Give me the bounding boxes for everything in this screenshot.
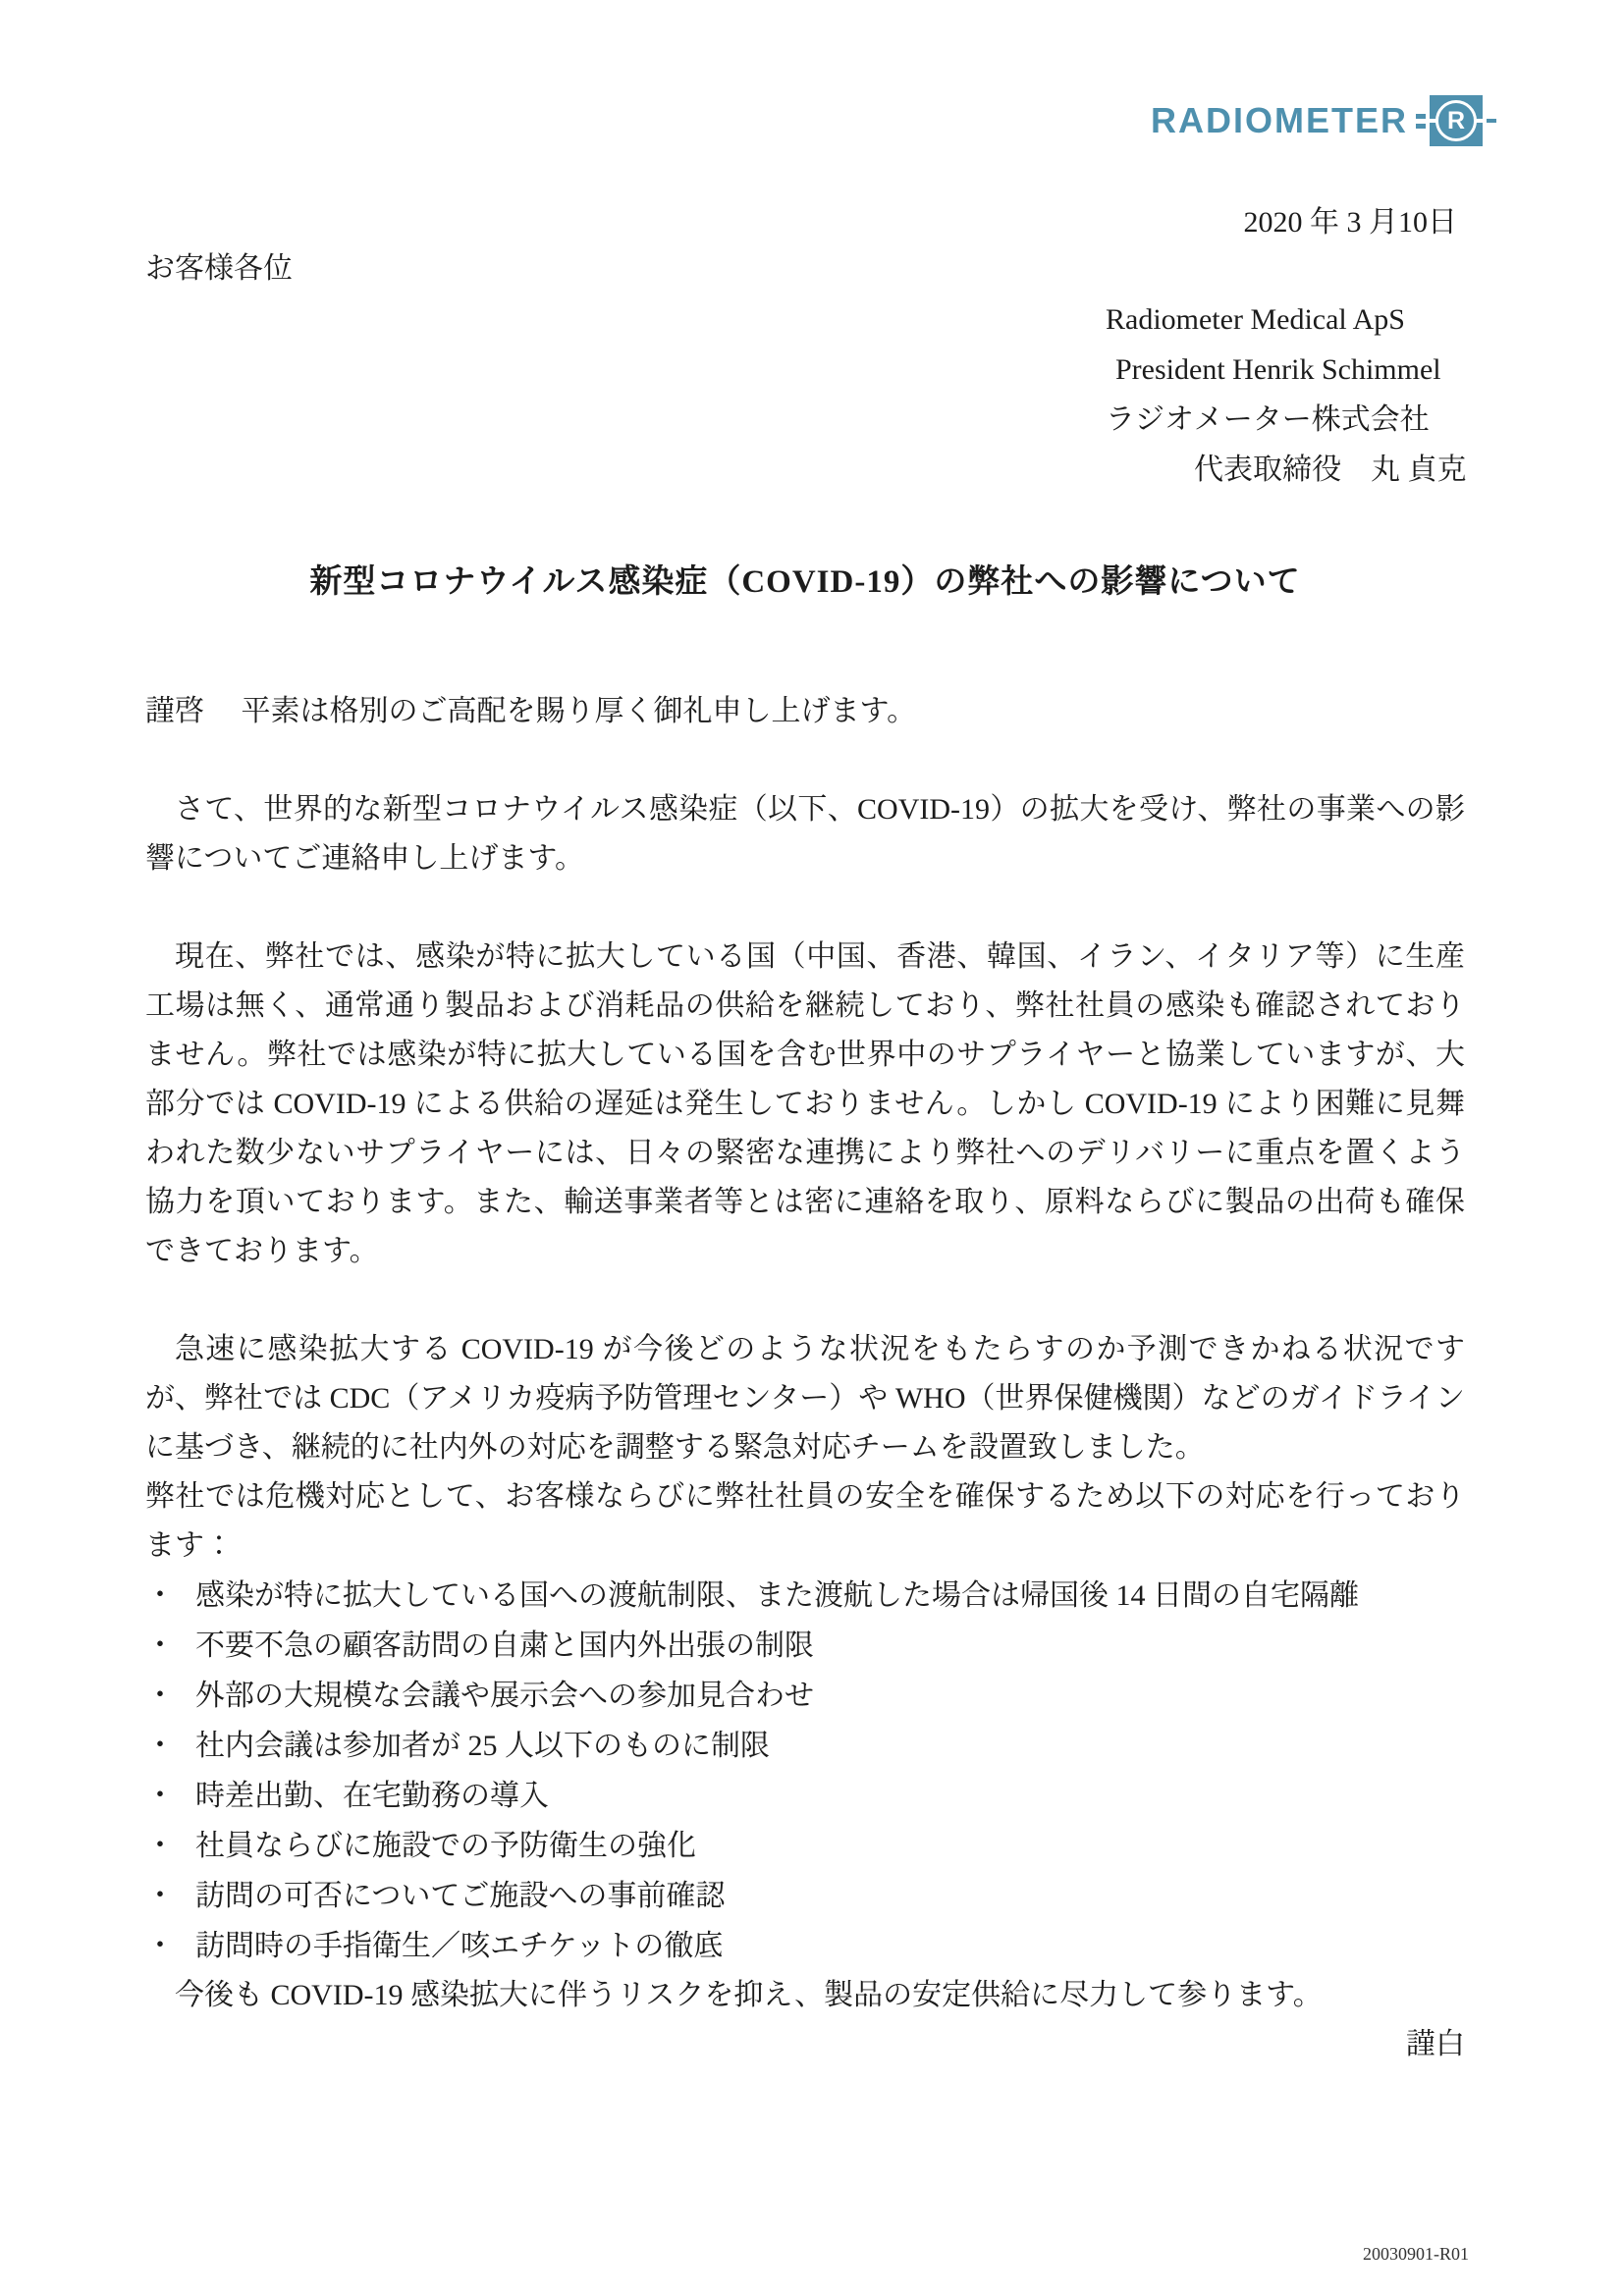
bullet-marker: ・	[145, 1579, 175, 1612]
measures-lead-paragraph: 弊社では危機対応として、お客様ならびに弊社社員の安全を確保するため以下の対応を行っております：	[145, 1480, 1465, 1562]
sender-company-en: Radiometer Medical ApS	[1106, 303, 1405, 336]
greeting-paragraph: 謹啓 平素は格別のご高配を賜り厚く御礼申し上げます。	[145, 695, 917, 727]
recipient: お客様各位	[145, 252, 293, 285]
measures-list	[145, 1571, 1465, 1971]
measure-item	[145, 1721, 1465, 1771]
bullet-marker: ・	[145, 1830, 175, 1862]
measure-text: 不要不急の顧客訪問の自粛と国内外出張の制限	[195, 1629, 814, 1662]
sign-off: 謹白	[1406, 2028, 1465, 2060]
measure-item	[145, 1921, 1465, 1971]
logo-dash-icon	[1487, 119, 1496, 123]
intro-paragraph: さて、世界的な新型コロナウイルス感染症（以下、COVID-19）の拡大を受け、弊社の事業への影響についてご連絡申し上げます。	[145, 793, 1465, 875]
measure-text: 訪問の可否についてご施設への事前確認	[195, 1880, 726, 1912]
measure-text: 時差出勤、在宅勤務の導入	[195, 1780, 549, 1812]
bullet-marker: ・	[145, 1930, 175, 1962]
response-paragraph: 急速に感染拡大する COVID-19 が今後どのような状況をもたらすのか予測できかねる状況ですが、弊社では CDC（アメリカ疫病予防管理センター）や WHO（世界保健機関）などのガイドラインに基づき、継続的に社内外の対応を調整する緊急対応チームを設置致しました。	[145, 1333, 1465, 1464]
measure-item	[145, 1571, 1465, 1621]
bullet-marker: ・	[145, 1880, 175, 1912]
sender-block	[1106, 294, 1467, 495]
sender-representative: 代表取締役 丸 貞克	[1194, 454, 1467, 486]
measure-item	[145, 1821, 1465, 1871]
sender-president: President Henrik Schimmel	[1115, 353, 1441, 386]
bullet-marker: ・	[145, 1730, 175, 1762]
logo-r-letter: R	[1446, 106, 1466, 134]
date-line: 2020 年 3 月10日	[1243, 206, 1457, 239]
letter-body	[145, 687, 1465, 2069]
closing-paragraph: 今後も COVID-19 感染拡大に伴うリスクを抑え、製品の安定供給に尽力して参ります。	[175, 1979, 1323, 2011]
measure-item	[145, 1871, 1465, 1921]
radiometer-logo	[1151, 94, 1496, 147]
measure-text: 外部の大規模な会議や展示会への参加見合わせ	[195, 1680, 814, 1712]
logo-wordmark: RADIOMETER	[1151, 100, 1408, 140]
measure-text: 訪問時の手指衛生／咳エチケットの徹底	[195, 1930, 724, 1962]
status-paragraph: 現在、弊社では、感染が特に拡大している国（中国、香港、韓国、イラン、イタリア等）に生産工場は無く、通常通り製品および消耗品の供給を継続しており、弊社社員の感染も確認されておりません。弊社では感染が特に拡大している国を含む世界中のサプライヤーと協業していますが、大部分では COVID-19 による供給の遅延は発生しておりません。しかし COVID-19 により困難に見舞われた数少ないサプライヤーには、日々の緊密な連携により弊社へのデリバリーに重点を置くよう協力を頂いております。また、輸送事業者等とは密に連絡を取り、原料ならびに製品の出荷も確保できております。	[145, 940, 1465, 1267]
bullet-marker: ・	[145, 1780, 175, 1812]
measure-text: 社員ならびに施設での予防衛生の強化	[195, 1830, 696, 1862]
logo-equals-icon	[1416, 114, 1426, 129]
measure-item	[145, 1621, 1465, 1671]
measure-text: 社内会議は参加者が 25 人以下のものに制限	[195, 1730, 770, 1762]
measure-text: 感染が特に拡大している国への渡航制限、また渡航した場合は帰国後 14 日間の自宅隔離	[195, 1579, 1359, 1612]
sender-company-ja: ラジオメーター株式会社	[1106, 403, 1430, 436]
logo-mark-icon	[1430, 95, 1483, 146]
measure-item	[145, 1771, 1465, 1821]
measure-item	[145, 1671, 1465, 1721]
letter-title: 新型コロナウイルス感染症（COVID-19）の弊社への影響について	[309, 564, 1301, 600]
bullet-marker: ・	[145, 1680, 175, 1712]
doc-number-footer: 20030901-R01	[1363, 2244, 1469, 2264]
bullet-marker: ・	[145, 1629, 175, 1662]
logo-circle	[1435, 100, 1477, 141]
